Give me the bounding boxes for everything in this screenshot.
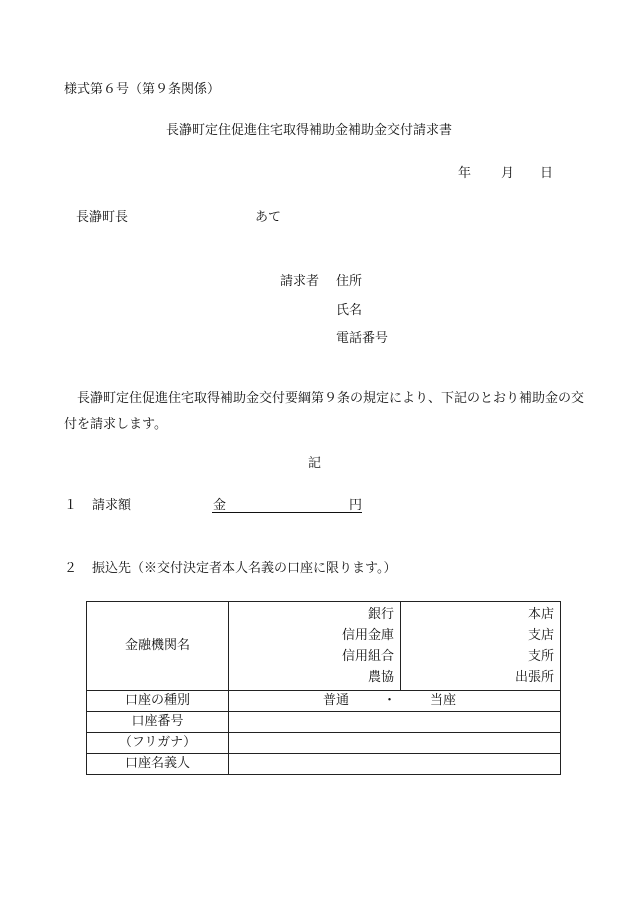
institution-row — [87, 602, 561, 691]
addressee-name: 長瀞町長 — [76, 210, 129, 225]
requester-phone: 電話番号 — [336, 331, 389, 346]
requester-label: 請求者 — [280, 274, 320, 289]
institution-label: 金融機関名 — [124, 638, 190, 653]
account-number-label: 口座番号 — [131, 714, 184, 729]
bank-type-nokyo: 農協 — [367, 670, 394, 685]
branch-type-office: 出張所 — [514, 670, 554, 685]
account-number-row — [87, 712, 561, 733]
date-day: 日 — [540, 166, 554, 181]
account-number-label-cell — [87, 712, 229, 733]
furigana-label-cell — [87, 733, 229, 754]
account-type-label: 口座の種別 — [124, 693, 190, 708]
bank-account-table — [86, 601, 561, 775]
furigana-row — [87, 733, 561, 754]
body-paragraph: 長瀞町定住促進住宅取得補助金交付要綱第９条の規定により、下記のとおり補助金の交付を請求します。 — [64, 391, 585, 432]
account-type-label-cell — [87, 691, 229, 712]
account-holder-label: 口座名義人 — [124, 756, 190, 771]
bank-type-bank: 銀行 — [367, 607, 394, 622]
account-holder-field[interactable] — [229, 754, 561, 775]
item2-label: 振込先（※交付決定者本人名義の口座に限ります。） — [92, 561, 397, 576]
branch-type-cell[interactable] — [401, 602, 561, 691]
account-type-separator: ・ — [382, 693, 396, 708]
item1-kin: 金 — [213, 498, 227, 513]
account-type-cell[interactable] — [229, 691, 561, 712]
account-type-row — [87, 691, 561, 712]
form-number: 様式第６号（第９条関係） — [64, 82, 221, 97]
item2-number: ２ — [64, 561, 78, 576]
document-title: 長瀞町定住促進住宅取得補助金補助金交付請求書 — [166, 123, 453, 138]
furigana-field[interactable] — [229, 733, 561, 754]
bank-type-cell[interactable] — [229, 602, 401, 691]
addressee-suffix: あて — [255, 210, 282, 225]
account-type-futsu[interactable]: 普通 — [322, 693, 349, 708]
item1-label: 請求額 — [92, 498, 132, 513]
account-number-field[interactable] — [229, 712, 561, 733]
requester-name: 氏名 — [336, 303, 363, 318]
branch-type-branch: 支店 — [527, 628, 554, 643]
requester-address: 住所 — [336, 274, 363, 289]
date-month: 月 — [501, 166, 515, 181]
date-year: 年 — [458, 166, 472, 181]
item1-number: １ — [64, 498, 78, 513]
branch-type-head-office: 本店 — [527, 607, 554, 622]
branch-type-sub-branch: 支所 — [527, 649, 554, 664]
ki-heading: 記 — [308, 456, 322, 471]
furigana-label: （フリガナ） — [118, 735, 197, 750]
institution-label-cell — [87, 602, 229, 691]
item1-yen: 円 — [349, 498, 363, 513]
account-type-toza[interactable]: 当座 — [430, 693, 457, 708]
account-holder-label-cell — [87, 754, 229, 775]
bank-type-credit-union: 信用組合 — [341, 649, 394, 664]
amount-underline — [212, 512, 362, 513]
bank-type-shinkin: 信用金庫 — [341, 628, 394, 643]
account-holder-row — [87, 754, 561, 775]
